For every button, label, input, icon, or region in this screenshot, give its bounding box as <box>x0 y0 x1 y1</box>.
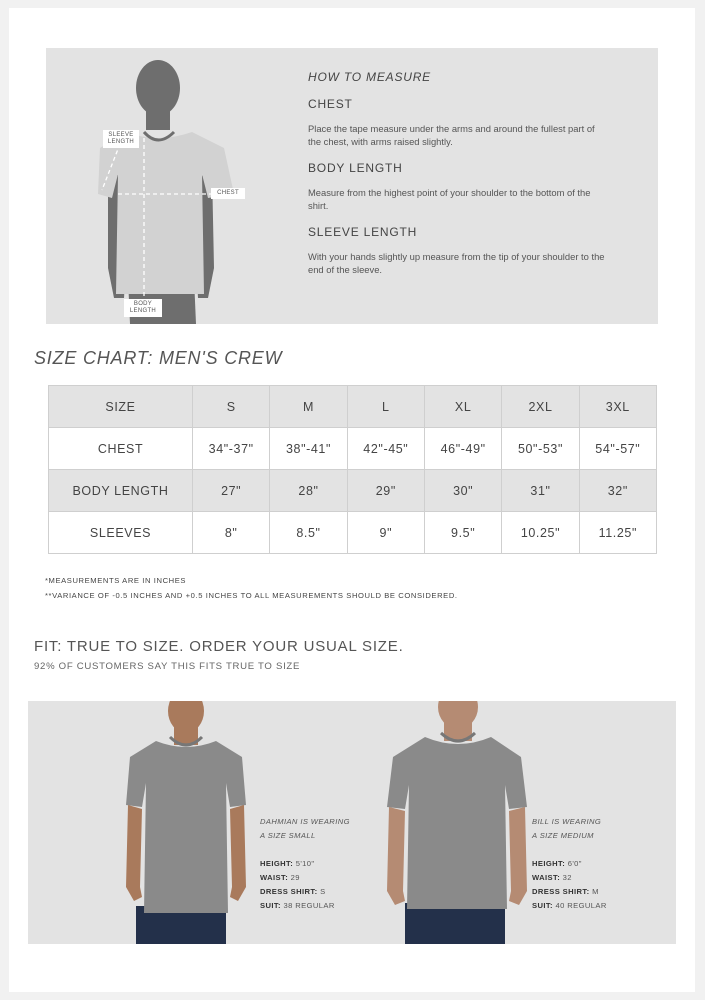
table-cell: 54"-57" <box>579 428 656 470</box>
table-row <box>49 428 657 470</box>
model-medium-wearing-line1: BILL IS WEARING <box>532 817 602 826</box>
size-chart-title: SIZE CHART: MEN'S CREW <box>34 348 283 368</box>
table-cell: 9.5" <box>424 512 501 554</box>
model-small-wearing-line2: A SIZE SMALL <box>260 831 316 840</box>
table-cell: 32" <box>579 470 656 512</box>
model-small-height: HEIGHT: 5'10" <box>260 859 315 868</box>
table-cell: 29" <box>347 470 424 512</box>
model-medium-photo <box>383 701 533 944</box>
model-small-suit: SUIT: 38 REGULAR <box>260 901 335 910</box>
table-cell: 30" <box>424 470 501 512</box>
table-cell: L <box>347 386 424 428</box>
how-to-measure-text <box>308 70 608 289</box>
variance-note: **VARIANCE OF -0.5 INCHES AND +0.5 INCHES TO ALL MEASUREMENTS SHOULD BE CONSIDERED. <box>45 591 458 600</box>
table-row <box>49 512 657 554</box>
sleeve-length-heading: SLEEVE LENGTH <box>308 225 418 239</box>
chest-tag: CHEST <box>211 188 245 199</box>
table-cell: 46"-49" <box>424 428 501 470</box>
table-cell: 38"-41" <box>270 428 347 470</box>
table-cell: 28" <box>270 470 347 512</box>
model-medium-waist: WAIST: 32 <box>532 873 572 882</box>
table-cell: SIZE <box>49 386 193 428</box>
chest-heading: CHEST <box>308 97 353 111</box>
fit-subtitle: 92% OF CUSTOMERS SAY THIS FITS TRUE TO SIZE <box>34 661 301 672</box>
table-cell: 34"-37" <box>193 428 270 470</box>
table-cell: 8.5" <box>270 512 347 554</box>
size-guide-page <box>9 8 695 992</box>
table-cell: M <box>270 386 347 428</box>
model-photos-panel <box>28 701 676 944</box>
chest-instructions: Place the tape measure under the arms and around the fullest part of the chest, with arms raised slightly. <box>308 123 595 147</box>
table-cell: 50"-53" <box>502 428 579 470</box>
table-cell: 11.25" <box>579 512 656 554</box>
body-length-tag: BODY LENGTH <box>124 299 162 317</box>
model-medium-suit: SUIT: 40 REGULAR <box>532 901 607 910</box>
measuring-figure-illustration <box>46 48 286 324</box>
table-cell: 3XL <box>579 386 656 428</box>
table-cell: 10.25" <box>502 512 579 554</box>
table-cell: S <box>193 386 270 428</box>
model-medium-caption <box>532 815 607 913</box>
sleeve-length-tag: SLEEVE LENGTH <box>103 130 139 148</box>
table-cell: 27" <box>193 470 270 512</box>
how-to-measure-title: HOW TO MEASURE <box>308 70 431 84</box>
model-medium-wearing-line2: A SIZE MEDIUM <box>532 831 594 840</box>
table-cell: SLEEVES <box>49 512 193 554</box>
table-cell: 9" <box>347 512 424 554</box>
table-row <box>49 470 657 512</box>
model-medium-dress-shirt: DRESS SHIRT: M <box>532 887 599 896</box>
table-cell: CHEST <box>49 428 193 470</box>
table-cell: 31" <box>502 470 579 512</box>
size-chart-table <box>48 385 657 554</box>
table-header-row <box>49 386 657 428</box>
table-cell: 42"-45" <box>347 428 424 470</box>
table-cell: XL <box>424 386 501 428</box>
table-cell: 8" <box>193 512 270 554</box>
table-cell: 2XL <box>502 386 579 428</box>
body-length-heading: BODY LENGTH <box>308 161 403 175</box>
model-small-dress-shirt: DRESS SHIRT: S <box>260 887 326 896</box>
model-small-waist: WAIST: 29 <box>260 873 300 882</box>
model-small-caption <box>260 815 350 913</box>
fit-title: FIT: TRUE TO SIZE. ORDER YOUR USUAL SIZE. <box>34 638 404 655</box>
model-medium-height: HEIGHT: 6'0" <box>532 859 582 868</box>
how-to-measure-panel <box>46 48 658 324</box>
table-cell: BODY LENGTH <box>49 470 193 512</box>
model-small-wearing-line1: DAHMIAN IS WEARING <box>260 817 350 826</box>
sleeve-length-instructions: With your hands slightly up measure from the tip of your shoulder to the end of the sleeve. <box>308 251 605 275</box>
body-length-instructions: Measure from the highest point of your shoulder to the bottom of the shirt. <box>308 187 591 211</box>
measurement-unit-note: *MEASUREMENTS ARE IN INCHES <box>45 576 187 585</box>
model-small-photo <box>116 701 256 944</box>
